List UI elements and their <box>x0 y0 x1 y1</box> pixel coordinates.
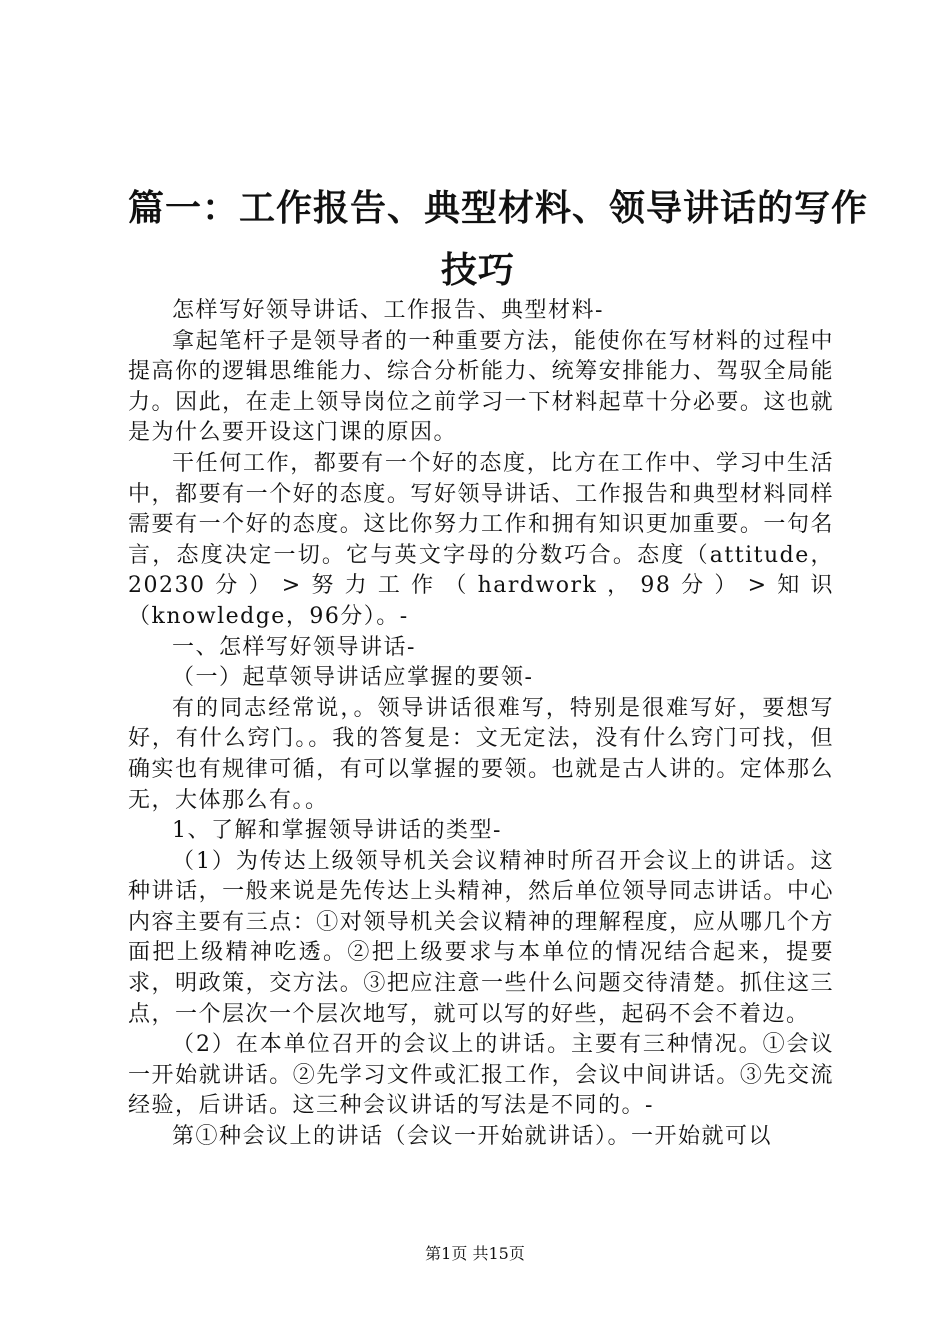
document-title-line-1: 篇一：工作报告、典型材料、领导讲话的写作 <box>128 187 869 229</box>
paragraph: （一）起草领导讲话应掌握的要领- <box>172 665 534 691</box>
paragraph: 怎样写好领导讲话、工作报告、典型材料- <box>172 298 604 323</box>
paragraph: 第①种会议上的讲话（会议一开始就讲话）。一开始就可以 <box>172 1124 773 1150</box>
page-number: 第1页 <box>425 1244 468 1263</box>
paragraph: 干任何工作，都要有一个好的态度，比方在工作中、学习中生活中，都要有一个好的态度。写好领导讲话、工作报告和典型材料同样需要有一个好的态度。这比你努力工作和拥有知识更加重要。一句名言，态度决定一切。它与英文字母的分数巧合。态度（attitude，20230分）>努力工作（hardwork，98分）>知识（knowledge，96分）。- <box>128 450 834 629</box>
paragraph: （2）在本单位召开的会议上的讲话。主要有三种情况。①会议一开始就讲话。②先学习文件或汇报工作，会议中间讲话。③先交流经验，后讲话。这三种会议讲话的写法是不同的。- <box>128 1032 834 1119</box>
paragraph: 拿起笔杆子是领导者的一种重要方法，能使你在写材料的过程中提高你的逻辑思维能力、综合分析能力、统筹安排能力、驾驭全局能力。因此，在走上领导岗位之前学习一下材料起草十分必要。这也就是为什么要开设这门课的原因。 <box>128 328 834 446</box>
paragraph: 一、怎样写好领导讲话- <box>172 634 416 660</box>
paragraph: （1）为传达上级领导机关会议精神时所召开会议上的讲话。这种讲话，一般来说是先传达上头精神，然后单位领导同志讲话。中心内容主要有三点：①对领导机关会议精神的理解程度，应从哪几个方面把上级精神吃透。②把上级要求与本单位的情况结合起来，提要求，明政策，交方法。③把应注意一些什么问题交待清楚。抓住这三点，一个层次一个层次地写，就可以写的好些，起码不会不着边。 <box>128 848 834 1027</box>
page-total: 共15页 <box>472 1244 525 1263</box>
paragraph: 有的同志经常说，。领导讲话很难写，特别是很难写好，要想写好，有什么窍门。。我的答复是：文无定法，没有什么窍门可找，但确实也有规律可循，有可以掌握的要领。也就是古人讲的。定体那么无，大体那么有。。 <box>128 695 834 813</box>
document-body <box>128 296 834 1153</box>
page-footer <box>0 1244 950 1264</box>
paragraph: 1、了解和掌握领导讲话的类型- <box>172 818 502 844</box>
document-title-line-2: 技巧 <box>440 249 515 291</box>
